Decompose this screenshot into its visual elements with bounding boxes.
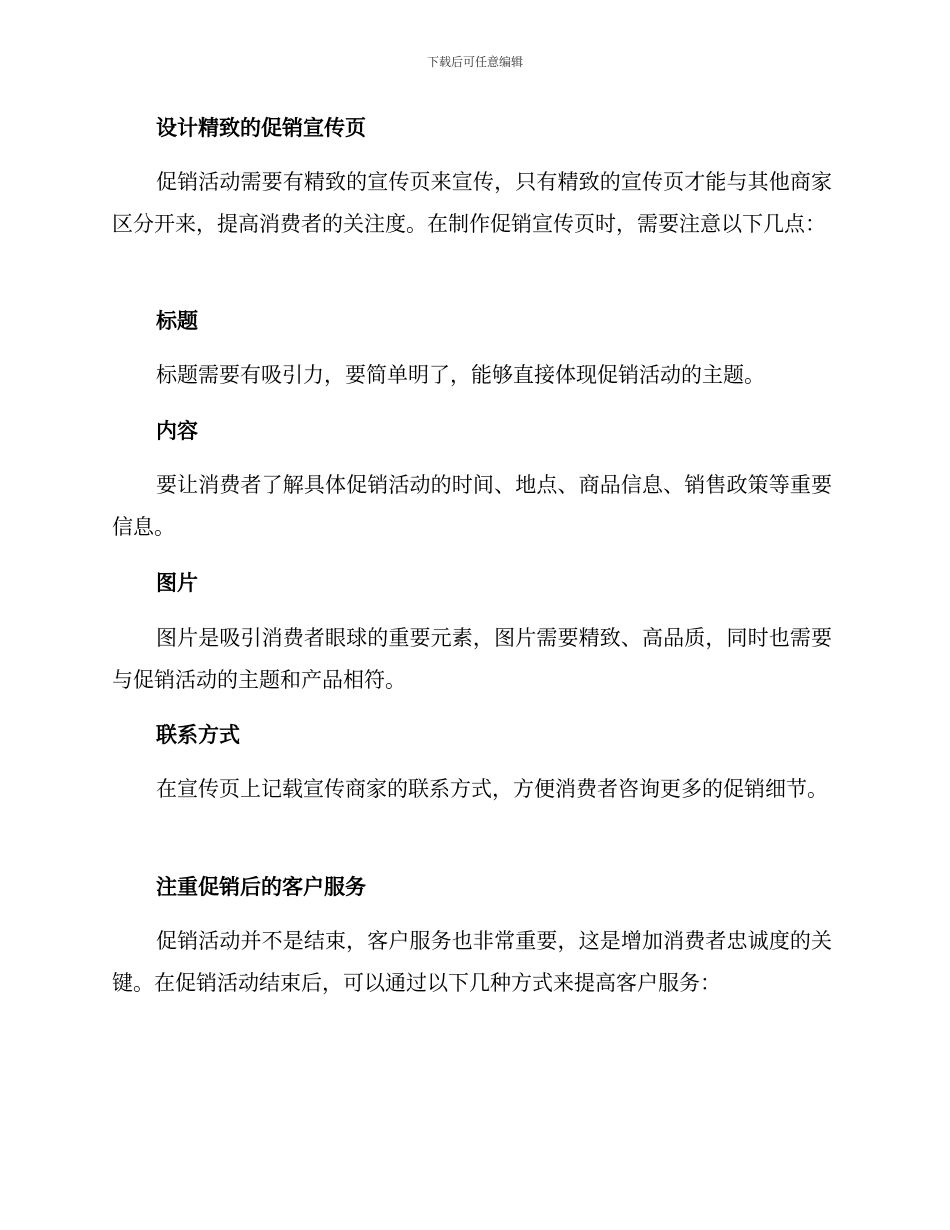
section-paragraph: 促销活动需要有精致的宣传页来宣传，只有精致的宣传页才能与其他商家区分开来，提高消费者的关注度。在制作促销宣传页时，需要注意以下几点：	[112, 170, 832, 236]
section-paragraph: 在宣传页上记载宣传商家的联系方式，方便消费者咨询更多的促销细节。	[156, 777, 828, 801]
section-heading: 设计精致的促销宣传页	[156, 116, 366, 140]
section-paragraph: 标题需要有吸引力，要简单明了，能够直接体现促销活动的主题。	[156, 363, 765, 387]
section-paragraph: 要让消费者了解具体促销活动的时间、地点、商品信息、销售政策等重要信息。	[112, 473, 832, 539]
page-header-note: 下载后可任意编辑	[426, 55, 523, 69]
section-heading: 标题	[156, 309, 198, 333]
section-heading: 图片	[156, 571, 198, 595]
section-heading: 联系方式	[156, 723, 240, 747]
section-heading: 内容	[156, 419, 198, 443]
section-paragraph: 促销活动并不是结束，客户服务也非常重要，这是增加消费者忠诚度的关键。在促销活动结束后，可以通过以下几种方式来提高客户服务：	[112, 929, 832, 995]
section-paragraph: 图片是吸引消费者眼球的重要元素，图片需要精致、高品质，同时也需要与促销活动的主题和产品相符。	[112, 626, 832, 692]
section-heading: 注重促销后的客户服务	[156, 875, 366, 899]
